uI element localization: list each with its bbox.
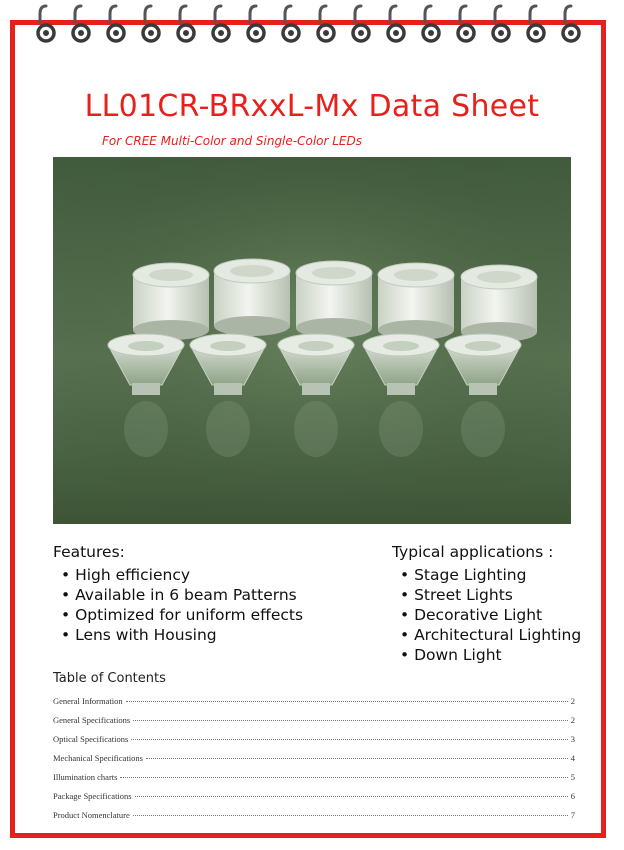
housing-part (378, 263, 454, 340)
application-item: • Street Lights (400, 585, 581, 605)
toc-entry-page: 5 (570, 772, 575, 782)
binding-ring-icon (458, 6, 474, 41)
binding-ring-icon (423, 6, 439, 41)
toc-entry-title: Package Specifications (53, 791, 132, 801)
application-item: • Architectural Lighting (400, 625, 581, 645)
toc-entry[interactable] (53, 791, 575, 810)
toc-entry-page: 2 (570, 696, 575, 706)
binding-ring-icon (493, 6, 509, 41)
applications-heading: Typical applications : (392, 543, 554, 561)
binding-ring-icon (388, 6, 404, 41)
product-photo (53, 157, 571, 524)
page-title: LL01CR-BRxxL-Mx Data Sheet (84, 89, 540, 124)
binding-ring-icon (318, 6, 334, 41)
toc-entry-title: Optical Specifications (53, 734, 129, 744)
toc-entry-page: 7 (570, 810, 575, 820)
feature-item: • Optimized for uniform effects (61, 605, 303, 625)
toc-leader (120, 777, 567, 778)
toc-heading: Table of Contents (53, 671, 166, 686)
toc-leader (133, 815, 568, 816)
application-item: • Stage Lighting (400, 565, 581, 585)
feature-item: • Lens with Housing (61, 625, 303, 645)
toc-entry-page: 6 (570, 791, 575, 801)
page-subtitle: For CREE Multi-Color and Single-Color LEDs (102, 134, 363, 148)
binding-ring-icon (563, 6, 579, 41)
feature-item: • Available in 6 beam Patterns (61, 585, 303, 605)
toc-entry[interactable] (53, 810, 575, 829)
binding-ring-icon (213, 6, 229, 41)
toc-leader (131, 739, 567, 740)
toc-entry[interactable] (53, 715, 575, 734)
binding-ring-icon (143, 6, 159, 41)
toc-entry-title: Product Nomenclature (53, 810, 130, 820)
binding-ring-icon (353, 6, 369, 41)
toc-entry-page: 4 (570, 753, 575, 763)
binding-ring-icon (38, 6, 54, 41)
feature-item: • High efficiency (61, 565, 303, 585)
features-section (53, 543, 303, 645)
toc-leader (133, 720, 568, 721)
applications-list (392, 565, 581, 665)
binding-ring-icon (283, 6, 299, 41)
binding-ring-icon (178, 6, 194, 41)
table-of-contents (53, 696, 575, 829)
toc-entry[interactable] (53, 772, 575, 791)
housing-part (214, 259, 290, 336)
toc-entry-page: 2 (570, 715, 575, 725)
housing-part (296, 261, 372, 338)
spiral-binding (0, 0, 624, 60)
toc-leader (135, 796, 568, 797)
binding-ring-icon (108, 6, 124, 41)
toc-leader (126, 701, 568, 702)
toc-entry[interactable] (53, 734, 575, 753)
toc-entry-title: Mechanical Specifications (53, 753, 143, 763)
toc-entry[interactable] (53, 753, 575, 772)
application-item: • Down Light (400, 645, 581, 665)
housing-part (133, 263, 209, 340)
toc-entry[interactable] (53, 696, 575, 715)
binding-ring-icon (73, 6, 89, 41)
features-heading: Features: (53, 543, 125, 561)
binding-ring-icon (528, 6, 544, 41)
toc-entry-title: Illumination charts (53, 772, 118, 782)
toc-entry-page: 3 (570, 734, 575, 744)
features-list (53, 565, 303, 645)
toc-entry-title: General Specifications (53, 715, 131, 725)
applications-section (392, 543, 581, 665)
toc-leader (146, 758, 568, 759)
housing-part (461, 265, 537, 342)
binding-ring-icon (248, 6, 264, 41)
toc-entry-title: General Information (53, 696, 123, 706)
application-item: • Decorative Light (400, 605, 581, 625)
